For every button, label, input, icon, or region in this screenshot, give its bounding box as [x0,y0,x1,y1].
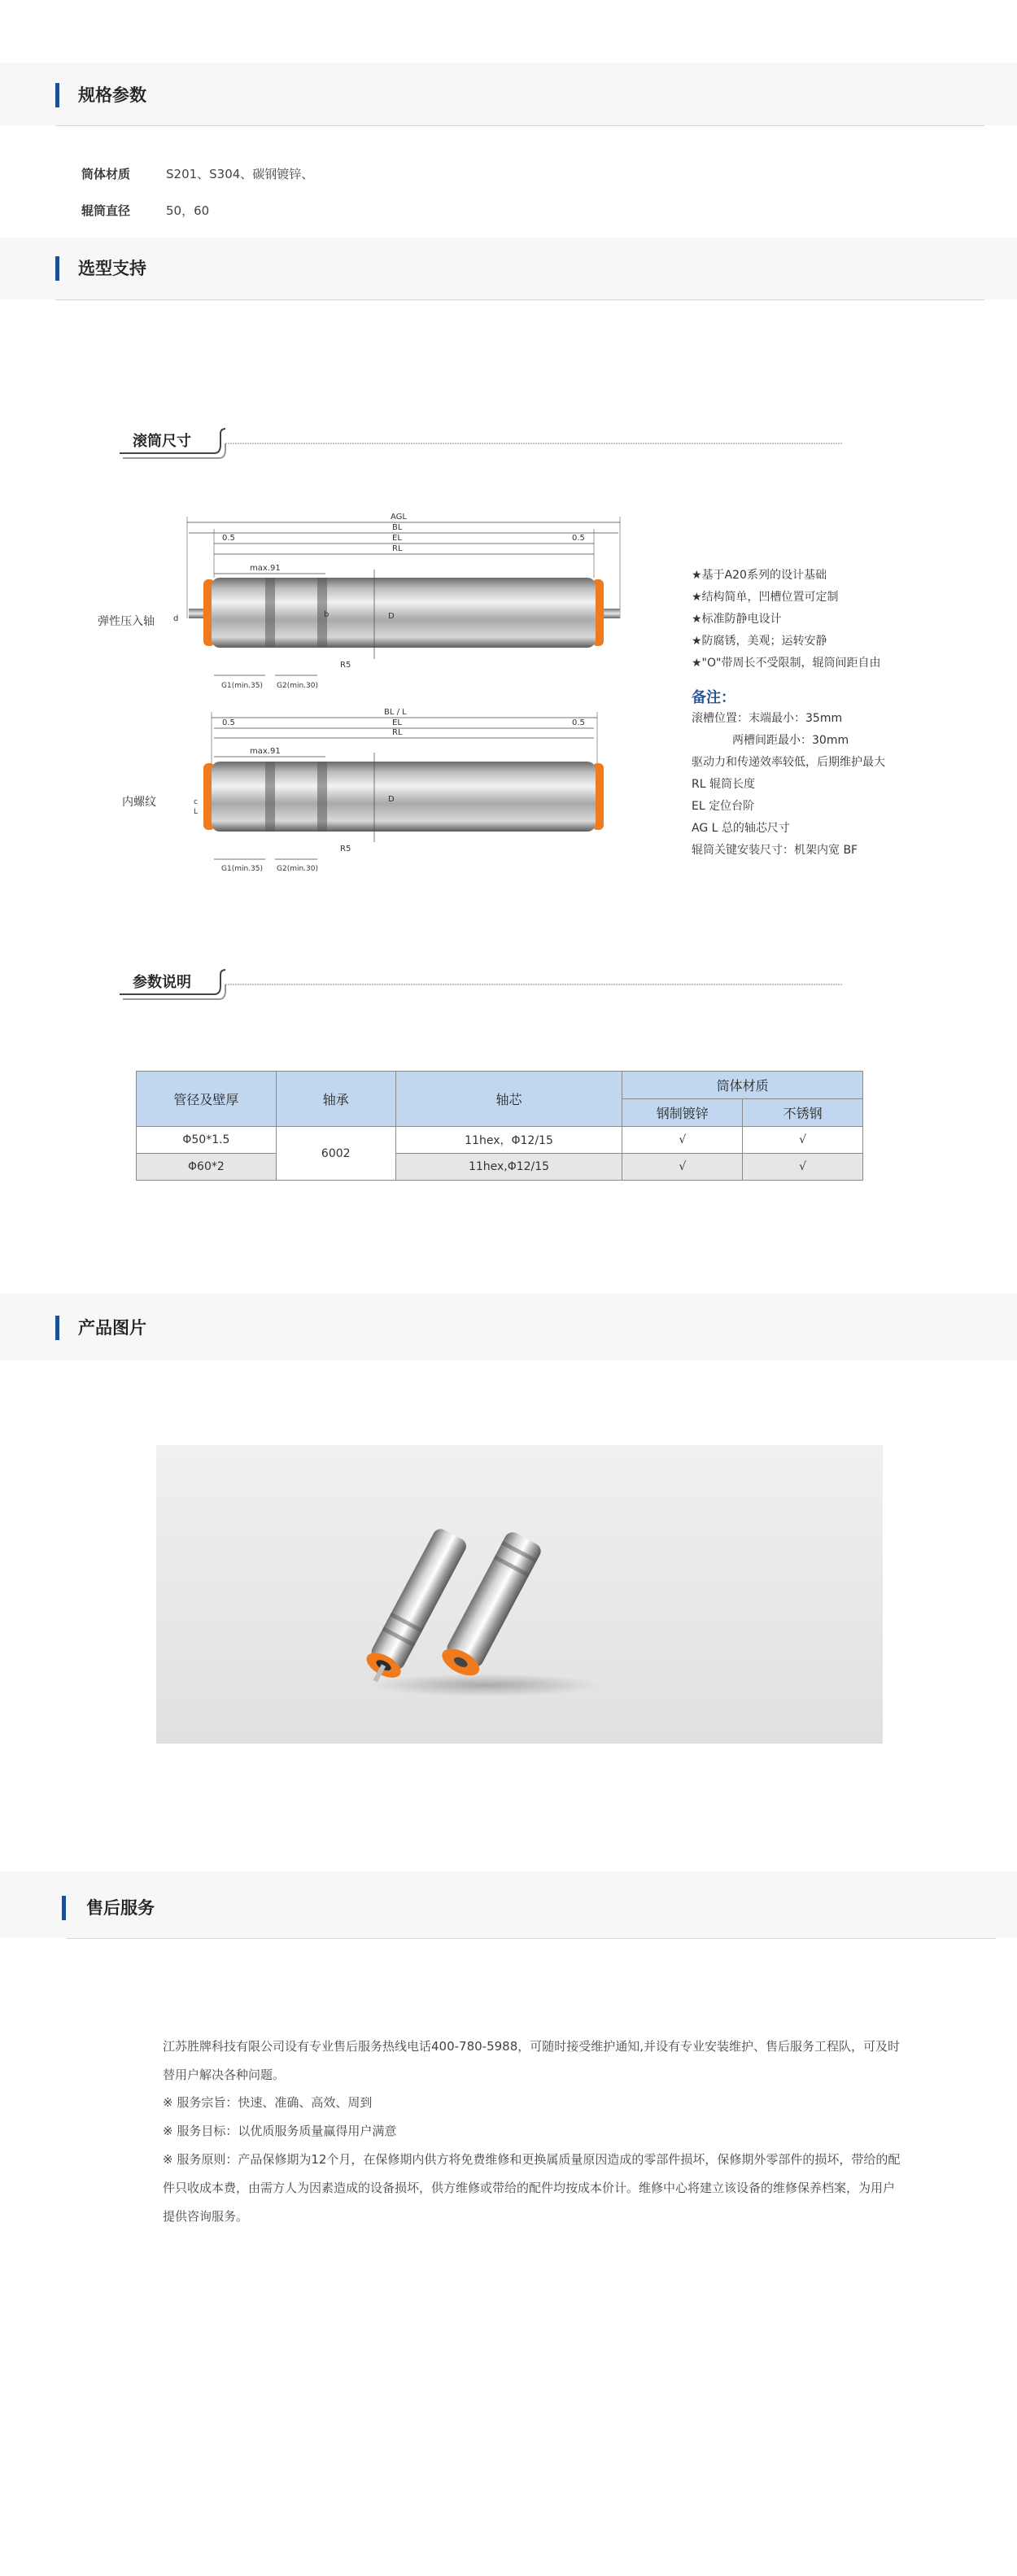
spec-label-material: 筒体材质 [81,167,131,181]
dim-end-gap-right-2: 0.5 [572,718,585,727]
specs-section-header [0,63,1017,125]
dim-small-d-label: d [173,614,179,623]
cell-shaft: 11hex,Φ12/15 [395,1154,622,1181]
selection-section-header [0,238,1017,299]
tag-frame [118,968,850,1001]
section-accent-bar [55,1316,59,1340]
cell-steel: √ [622,1154,743,1181]
section-accent-bar [62,1896,66,1920]
spec-label-diameter: 辊筒直径 [81,203,131,218]
dim-rl-label-2: RL [392,728,403,737]
dim-end-gap-left-2: 0.5 [222,718,235,727]
params-table [136,1071,863,1181]
service-principle: ※ 服务原则：产品保修期为12个月，在保修期内供方将免费维修和更换属质量原因造成的零部件损坏，保修期外零部件的损坏，带给的配件只收成本费，由需方人为因素造成的设备损坏，供方维修或带给的配件均按成本价计。维修中心将建立该设备的维修保养档案，为用户提供咨询服务。 [163,2152,901,2224]
service-intro: 江苏胜牌科技有限公司设有专业售后服务热线电话400-780-5988，可随时接受维护通知,并设有专业安装维护、售后服务工程队，可及时替用户解决各种问题。 [163,2039,901,2082]
cell-shaft: 11hex，Φ12/15 [395,1127,622,1154]
feature-item: ★标准防静电设计 [692,613,782,626]
cell-steel: √ [622,1127,743,1154]
section-title-specs: 规格参数 [78,85,146,105]
dim-d-label: D [388,612,395,621]
tag-params [118,968,850,994]
table-row [137,1127,863,1154]
section-divider [67,1938,996,1939]
dim-c-label: c [194,798,198,806]
remark-item: 驱动力和传递效率较低，后期维护最大 [692,756,885,769]
caption-internal-thread: 内螺纹 [122,796,156,809]
cell-size: Φ50*1.5 [137,1127,277,1154]
spec-value-diameter: 50，60 [166,203,210,218]
remarks-title: 备注： [692,689,735,706]
dim-r5-label: R5 [340,661,351,670]
dim-g1-label: G1(min.35) [221,682,264,690]
dim-l-label: L [194,808,199,816]
roller-bottom [194,708,604,873]
tag-dimensions-label: 滚筒尺寸 [133,433,191,450]
section-title-product-images: 产品图片 [78,1318,146,1338]
dim-el-label: EL [392,534,402,543]
dim-r5-label-2: R5 [340,845,351,854]
tag-params-label: 参数说明 [133,974,191,991]
feature-item: ★防腐锈，美观；运转安静 [692,635,827,648]
product-rollers-illustration [156,1445,883,1744]
dim-end-gap-right: 0.5 [572,534,585,543]
remark-item: 辊筒关键安装尺寸：机架内宽 BF [692,844,858,857]
cell-bearing: 6002 [276,1127,395,1181]
remark-item: EL 定位台阶 [692,800,755,813]
dim-rl-label: RL [392,544,403,553]
cell-stainless: √ [743,1127,863,1154]
section-accent-bar [55,83,59,107]
cell-stainless: √ [743,1154,863,1181]
product-photo [156,1445,883,1744]
dim-bl-l-label: BL / L [384,708,407,717]
dim-end-gap-left: 0.5 [222,534,235,543]
cell-size: Φ60*2 [137,1154,277,1181]
caption-elastic-shaft: 弹性压入轴 [98,615,155,628]
dim-agl-label: AGL [391,513,407,522]
th-material-group: 筒体材质 [622,1072,863,1099]
section-accent-bar [55,256,59,281]
feature-item: ★结构简单，凹槽位置可定制 [692,591,839,604]
th-shaft: 轴芯 [395,1072,622,1127]
dim-max-label: max.91 [250,564,281,573]
feature-item: ★"O"带周长不受限制，辊筒间距自由 [692,657,881,670]
th-steel: 钢制镀锌 [622,1099,743,1127]
roller-top [173,513,620,690]
remark-item: AG L 总的轴芯尺寸 [692,822,790,835]
dim-bl-label: BL [392,523,403,532]
section-title-selection: 选型支持 [78,259,146,278]
remark-item: 滚槽位置：末端最小：35mm [692,712,843,725]
dim-max-label-2: max.91 [250,747,281,756]
section-divider [55,299,984,300]
dim-g2-label: G2(min.30) [277,682,319,690]
th-bearing: 轴承 [276,1072,395,1127]
th-size: 管径及壁厚 [137,1072,277,1127]
tag-dimensions [118,427,850,453]
section-title-after-sales: 售后服务 [86,1898,155,1918]
service-goal: ※ 服务目标：以优质服务质量赢得用户满意 [163,2124,397,2138]
spec-value-material: S201、S304、碳钢镀锌、 [166,167,314,181]
dim-d-label-2: D [388,795,395,804]
product-images-section-header [0,1294,1017,1360]
roller-dimension-diagram [81,504,651,895]
th-stainless: 不锈钢 [743,1099,863,1127]
dim-b-label: b [324,610,330,619]
remark-item: RL 辊筒长度 [692,778,755,791]
feature-item: ★基于A20系列的设计基础 [692,569,827,582]
table-row [137,1154,863,1181]
dim-g2-label-2: G2(min.30) [277,865,319,873]
dim-g1-label-2: G1(min.35) [221,865,264,873]
section-divider [55,125,984,126]
service-purpose: ※ 服务宗旨：快速、准确、高效、周到 [163,2095,373,2110]
tag-frame [118,427,850,460]
remark-item: 两槽间距最小：30mm [732,734,849,747]
dim-el-label-2: EL [392,718,402,727]
